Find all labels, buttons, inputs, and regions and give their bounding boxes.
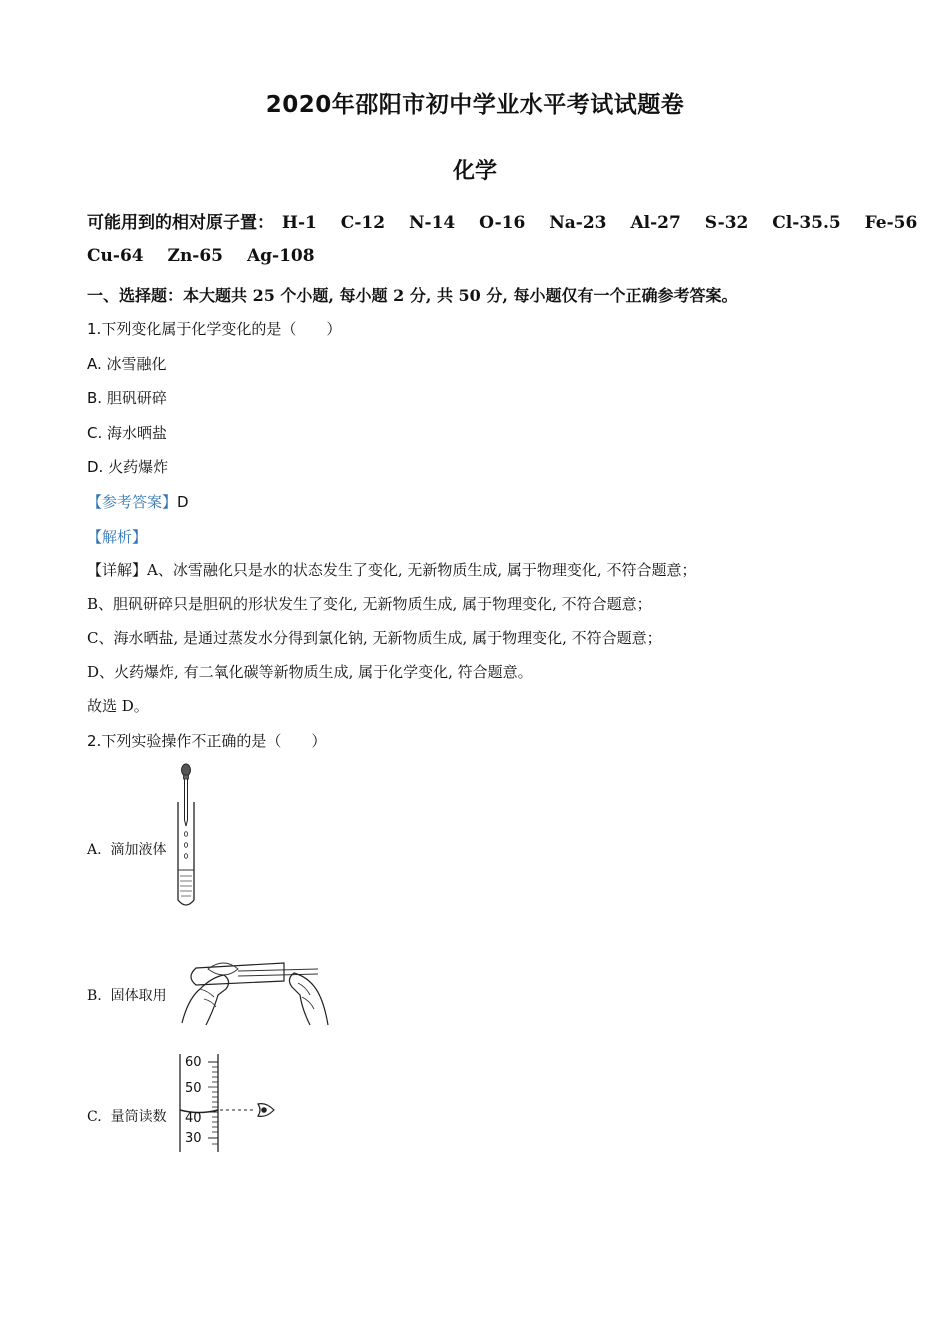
option-text: 火药爆炸: [108, 458, 169, 476]
atomic-mass-item: Zn-65: [167, 246, 224, 266]
atomic-mass-item: S-32: [704, 213, 749, 233]
page-title: 2020年邵阳市初中学业水平考试试题卷: [265, 92, 685, 118]
q2-option-a-label: [87, 839, 166, 859]
atomic-mass-label: 可能用到的相对原子置：: [87, 213, 274, 233]
q1-option-c: [87, 422, 167, 443]
q2-option-b-label: [87, 985, 167, 1005]
q1-option-a: [87, 353, 167, 374]
detail-line-1: [87, 559, 696, 580]
subject-title: 化学: [452, 159, 497, 184]
cylinder-tick-label: 60: [185, 1055, 202, 1070]
cylinder-tick-label: 50: [185, 1081, 202, 1096]
option-letter: B.: [87, 988, 102, 1004]
atomic-mass-row-2: [87, 246, 333, 266]
conclusion: 故选 D。: [87, 697, 149, 715]
question-number: 2.: [87, 732, 102, 750]
option-letter: D.: [87, 458, 104, 476]
graduated-cylinder-figure: [176, 1052, 278, 1154]
atomic-mass-item: C-12: [340, 213, 386, 233]
atomic-mass-item: Fe-56: [864, 213, 918, 233]
question-2-stem: [87, 730, 326, 751]
option-text: 海水晒盐: [107, 424, 168, 442]
atomic-mass-row-1: [87, 208, 917, 233]
option-letter: B.: [87, 389, 103, 407]
q1-option-d: [87, 456, 168, 477]
section-heading: 一、选择题：本大题共 25 个小题, 每小题 2 分, 共 50 分, 每小题仅有一个正确参考答案。: [87, 286, 738, 305]
detail-line-3: C、海水晒盐, 是通过蒸发水分得到氯化钠, 无新物质生成, 属于物理变化, 不符合题意；: [87, 629, 662, 647]
detail-line-2: B、胆矾研碎只是胆矾的形状发生了变化, 无新物质生成, 属于物理变化, 不符合题意；: [87, 595, 652, 613]
analysis-label: 【解析】: [87, 528, 148, 546]
atomic-mass-item: O-16: [479, 213, 526, 233]
answer-label: 【参考答案】: [87, 493, 178, 511]
atomic-mass-item: Al-27: [630, 213, 681, 233]
option-text: 滴加液体: [110, 842, 167, 858]
detail-text: A、冰雪融化只是水的状态发生了变化, 无新物质生成, 属于物理变化, 不符合题意；: [147, 561, 697, 579]
option-text: 固体取用: [110, 988, 167, 1004]
atomic-mass-item: Cu-64: [87, 246, 144, 266]
dropper-test-tube-figure: [172, 762, 204, 912]
option-letter: A.: [87, 355, 102, 373]
atomic-mass-item: H-1: [281, 213, 317, 233]
question-text: 下列变化属于化学变化的是（ ）: [101, 320, 342, 338]
detail-line-4: D、火药爆炸, 有二氧化碳等新物质生成, 属于化学变化, 符合题意。: [87, 663, 533, 681]
option-text: 冰雪融化: [106, 355, 167, 373]
option-text: 胆矾研碎: [106, 389, 167, 407]
option-letter: C.: [87, 1109, 102, 1125]
atomic-mass-item: N-14: [408, 213, 456, 233]
detail-label: 【详解】: [87, 561, 148, 579]
atomic-mass-item: Na-23: [549, 213, 607, 233]
q1-option-b: [87, 387, 167, 408]
answer-value: D: [177, 493, 189, 511]
option-letter: A.: [87, 842, 102, 858]
q2-option-c-label: [87, 1106, 167, 1126]
option-text: 量筒读数: [110, 1109, 167, 1125]
q1-answer: [87, 491, 189, 512]
atomic-mass-item: Ag-108: [246, 246, 315, 266]
question-text: 下列实验操作不正确的是（ ）: [101, 732, 327, 750]
question-number: 1.: [87, 320, 102, 338]
cylinder-tick-label: 30: [185, 1131, 202, 1146]
question-1-stem: [87, 318, 341, 339]
cylinder-tick-label: 40: [185, 1111, 202, 1126]
test-tube-hands-figure: [178, 955, 330, 1027]
option-letter: C.: [87, 424, 103, 442]
atomic-mass-item: Cl-35.5: [772, 213, 841, 233]
